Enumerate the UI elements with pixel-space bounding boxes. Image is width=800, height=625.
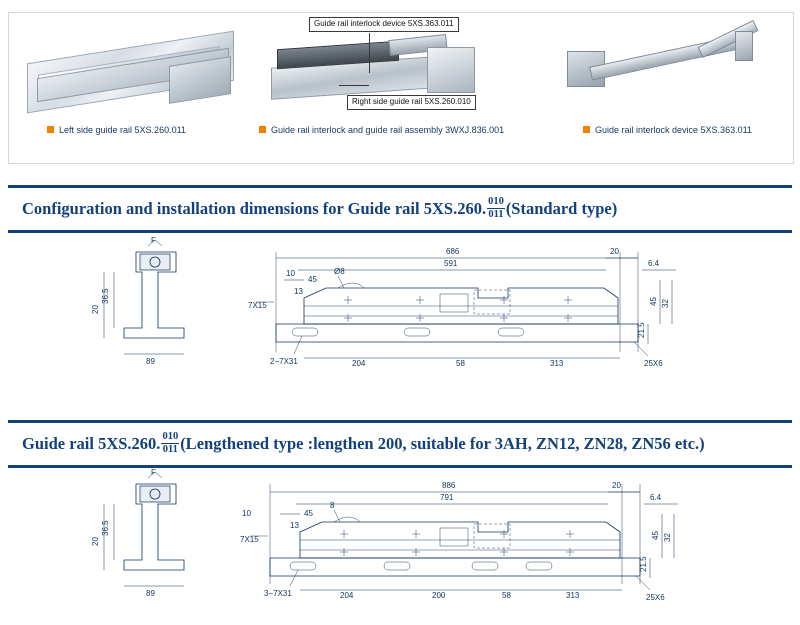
dim-hole-8: 8 — [330, 501, 335, 510]
heading-lengthened-pre: Guide rail 5XS.260. — [22, 434, 161, 453]
dim-58: 58 — [456, 359, 465, 368]
dim-58-l: 58 — [502, 591, 511, 600]
dim-angle-45: 45 — [308, 275, 317, 284]
dim-6-4: 6.4 — [648, 259, 660, 268]
heading-lengthened-fraction-top: 010 — [162, 431, 179, 443]
heading-standard-fraction — [487, 196, 505, 219]
dim-right-32: 32 — [661, 299, 670, 308]
dim-slot-bottom: 2−7X31 — [270, 357, 298, 366]
section-heading-lengthened — [8, 420, 792, 468]
photo-interlock-device — [549, 17, 785, 121]
dim-7x15-l: 7X15 — [240, 535, 259, 544]
drawing-standard-svg — [8, 232, 792, 402]
dim-10: 10 — [286, 269, 295, 278]
drawing-standard — [8, 232, 792, 402]
dim-204: 204 — [352, 359, 366, 368]
section-heading-lengthened-text — [22, 423, 705, 465]
standard-side-view — [91, 236, 184, 366]
standard-main-view — [248, 247, 676, 368]
dim-591: 591 — [444, 259, 458, 268]
dim-20: 20 — [91, 305, 100, 314]
dim-313: 313 — [550, 359, 564, 368]
bullet-square-icon — [47, 126, 54, 133]
caption-row — [9, 125, 793, 161]
dim-right-45: 45 — [649, 297, 658, 306]
heading-lengthened-post: (Lengthened type :lengthen 200, suitable for 3AH, ZN12, ZN28, ZN56 etc.) — [180, 434, 705, 453]
dim-313-l: 313 — [566, 591, 580, 600]
heading-standard-pre: Configuration and installation dimensions for Guide rail 5XS.260. — [22, 199, 487, 218]
caption-interlock — [583, 125, 752, 135]
assembly-bracket-illustration — [427, 47, 475, 93]
heading-lengthened-fraction-bottom: 011 — [162, 443, 178, 455]
dim-slot-bottom-l: 3−7X31 — [264, 589, 292, 598]
caption-left-rail-label: Left side guide rail 5XS.260.011 — [59, 125, 186, 135]
dim-right-20-l: 20 — [612, 481, 621, 490]
caption-left-rail — [47, 125, 186, 135]
dim-21-5: 21.5 — [637, 322, 646, 338]
lengthened-main-view — [240, 481, 678, 602]
dim-angle-45-l: 45 — [304, 509, 313, 518]
dim-right-20: 20 — [610, 247, 619, 256]
dim-791: 791 — [440, 493, 454, 502]
heading-standard-fraction-top: 010 — [488, 196, 504, 208]
dim-686: 686 — [446, 247, 460, 256]
dim-200-l: 200 — [432, 591, 446, 600]
dim-6-4-l: 6.4 — [650, 493, 662, 502]
dim-36-5-l: 36.5 — [101, 520, 110, 536]
bullet-square-icon — [259, 126, 266, 133]
drawing-lengthened-svg — [8, 466, 792, 624]
dim-21-5-l: 21.5 — [639, 556, 648, 572]
dim-36-5: 36.5 — [101, 288, 110, 304]
callout-interlock-device: Guide rail interlock device 5XS.363.011 — [309, 17, 459, 32]
caption-assembly-label: Guide rail interlock and guide rail assembly 3WXJ.836.001 — [271, 125, 505, 135]
interlock-tip-illustration — [735, 31, 753, 61]
caption-assembly — [259, 125, 504, 135]
heading-lengthened-fraction — [161, 431, 179, 454]
dim-89: 89 — [146, 357, 155, 366]
heading-standard-fraction-bottom: 011 — [488, 208, 504, 220]
dim-7x15: 7X15 — [248, 301, 267, 310]
callout-leader-2 — [339, 85, 369, 86]
photo-row — [9, 13, 793, 123]
dim-204-l: 204 — [340, 591, 354, 600]
dim-25x6: 25X6 — [644, 359, 663, 368]
dim-886: 886 — [442, 481, 456, 490]
heading-standard-post: (Standard type) — [505, 199, 618, 218]
dim-20-l: 20 — [91, 537, 100, 546]
dim-10-l: 10 — [242, 509, 251, 518]
photo-left-side-guide-rail — [19, 17, 249, 121]
dim-89-l: 89 — [146, 589, 155, 598]
dim-hole-diameter: Ø8 — [334, 267, 345, 276]
product-photo-panel — [8, 12, 794, 164]
callout-right-side-rail: Right side guide rail 5XS.260.010 — [347, 95, 476, 110]
caption-interlock-label: Guide rail interlock device 5XS.363.011 — [595, 125, 752, 135]
dim-angle-13-l: 13 — [290, 521, 299, 530]
drawing-lengthened — [8, 466, 792, 624]
dim-right-32-l: 32 — [663, 533, 672, 542]
dim-angle-13: 13 — [294, 287, 303, 296]
callout-leader-1 — [369, 33, 370, 73]
dim-right-45-l: 45 — [651, 531, 660, 540]
section-heading-standard — [8, 185, 792, 233]
bullet-square-icon — [583, 126, 590, 133]
dim-25x6-l: 25X6 — [646, 593, 665, 602]
section-heading-standard-text — [22, 188, 617, 230]
side-view-marker-standard: F — [151, 236, 156, 245]
side-view-marker-lengthened: F — [151, 468, 156, 477]
lengthened-side-view — [91, 468, 184, 598]
